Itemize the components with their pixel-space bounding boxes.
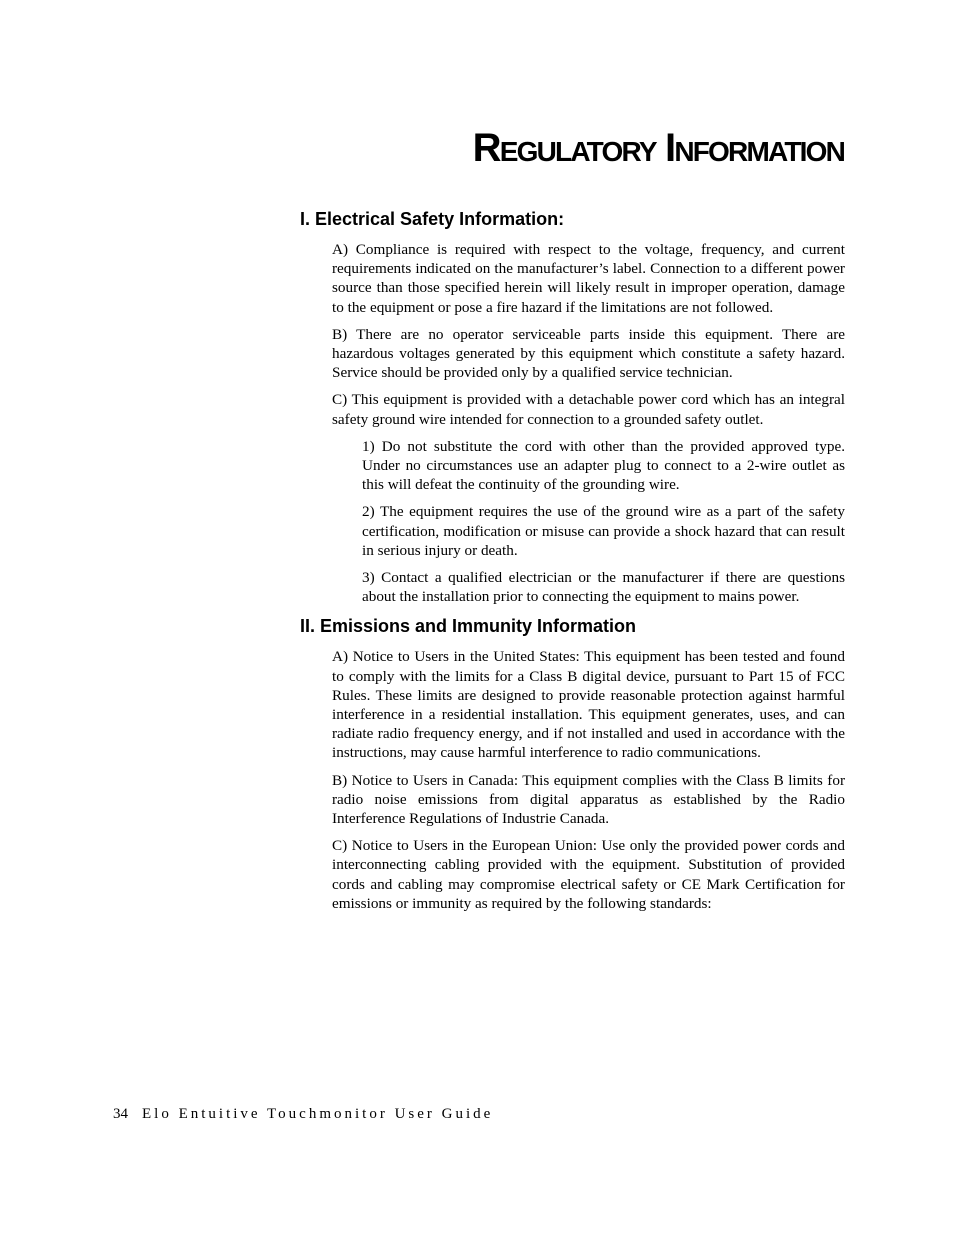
guide-title: Elo Entuitive Touchmonitor User Guide (142, 1106, 494, 1122)
main-content (300, 208, 845, 921)
paragraph-emissions-c: C) Notice to Users in the European Union: Use only the provided power cords and interconnecting cabling provided with the equipment. Substitution of provided cords and cabling may compromise electrical safety or CE Mark Certification for emissions or immunity as required by the following standards: (332, 837, 845, 912)
paragraph-electrical-a: A) Compliance is required with respect to the voltage, frequency, and current requirements indicated on the manufacturer’s label. Connection to a different power source than those specified herein will likely result in improper operation, damage to the equipment or pose a fire hazard if the limitations are not followed. (332, 241, 845, 316)
page-title: Regulatory Information (472, 126, 844, 170)
paragraph-emissions-a: A) Notice to Users in the United States: This equipment has been tested and found to comply with the limits for a Class B digital device, pursuant to Part 15 of FCC Rules. These limits are designed to provide reasonable protection against harmful interference in a residential installation. This equipment generates, uses, and can radiate radio frequency energy, and if not installed and used in accordance with the instructions, may cause harmful interference to radio communications. (332, 648, 845, 762)
subparagraph-electrical-c-2: 2) The equipment requires the use of the ground wire as a part of the safety certification, modification or misuse can provide a shock hazard that can result in serious injury or death. (362, 503, 845, 559)
page-number: 34 (113, 1106, 128, 1122)
page-footer (113, 1106, 493, 1123)
paragraph-electrical-c: C) This equipment is provided with a detachable power cord which has an integral safety ground wire intended for connection to a grounded safety outlet. (332, 391, 845, 428)
section-heading-emissions-immunity: II. Emissions and Immunity Information (300, 616, 637, 637)
section-heading-electrical-safety: I. Electrical Safety Information: (300, 209, 565, 229)
subparagraph-electrical-c-3: 3) Contact a qualified electrician or the manufacturer if there are questions about the installation prior to connecting the equipment to mains power. (362, 569, 845, 606)
paragraph-electrical-b: B) There are no operator serviceable parts inside this equipment. There are hazardous voltages generated by this equipment which constitute a safety hazard. Service should be provided only by a qualified service technician. (332, 325, 845, 382)
paragraph-emissions-b: B) Notice to Users in Canada: This equipment complies with the Class B limits for radio noise emissions from digital apparatus as established by the Radio Interference Regulations of Industrie Canada. (332, 771, 845, 828)
subparagraph-electrical-c-1: 1) Do not substitute the cord with other than the provided approved type. Under no circumstances use an adapter plug to connect to a 2-wire outlet as this will defeat the continuity of the grounding wire. (362, 437, 845, 494)
